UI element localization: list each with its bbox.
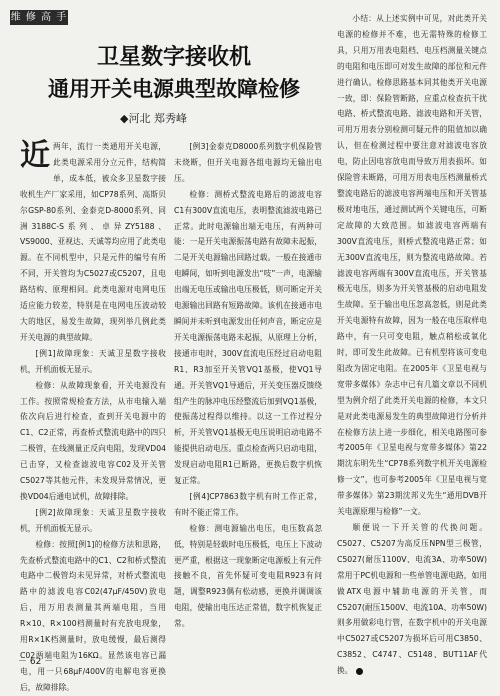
case2-body: 检修：按照[例1]的检修方法和思路，先查桥式整流电路中的C1、C2和桥式整流电路中二极管均未见异常，对桥式整流电路中的滤波电容C02(47μF/450V)放电后，用万用表测量其两端电阻，当用R×10、R×100档测量时有充放电现象，用R×1K档测量时，放电缓慢，最后测得C02两端电阻为16KΩ。显然该电容已漏电，用一只68μF/400V的电解电容更换后，故障排除。 [20,539,166,692]
case1-body: 检修：从故障现象看，开关电源没有工作。按照常规检查方法，从市电输入端依次向后进行检查，查到开关电源中的C1、C2正常，再查桥式整流电路中的四只二极管，在线测量正反向电阻，发现VD04已击穿，又检查滤波电容C02及开关管C5027等其他元件，未发现异常情况，更换VD04后通电试机，故障排除。 [20,380,166,501]
closing-paragraph [337,520,487,679]
article-title-line1: 卫星数字接收机 [96,45,251,70]
column-3 [337,11,487,679]
case2-heading: [例2]故障现象：天诚卫星数字接收机，开机面板无显示。 [20,507,166,533]
section-tag: 维 修 高 手 [10,12,68,23]
intro-paragraph [20,139,166,346]
case4-heading: [例4]CP7863数字机有时工作正常，有时不能正常工作。 [174,491,322,517]
author-byline: ◆河北 郑秀峰 [120,112,187,125]
case1-heading: [例1]故障现象：天诚卫星数字接收机，开机面板无显示。 [20,348,166,374]
drop-cap: 近 [20,138,50,173]
end-mark-icon [356,668,363,675]
column-2 [174,139,322,632]
closing-text: 顺便说一下开关管的代换问题。C5027、C5207为高反压NPN型三极管，C5027(耐压1100V、电流3A、功率50W)常用于PC机电源和一些单管电源电路，如用做ATX电源中辅助电源的开关管，而C5207(耐压1500V、电流10A、功率50W)则多用做彩电行管，在数字机中的开关电源中C5027或C5207为损坏后可用C3850、C3852、C4747、C5148、BUT11AF代换。 [337,523,487,676]
case3-body: 检修：测桥式整流电路后的滤波电容C1有300V直流电压，表明整流滤波电路已正常。此时电源输出端无电压，有两种可能：一是开关电源振荡电路有故障未起振，二是开关电源输出回路过载。一般在接通市电瞬间，如听到电源发出“吱”一声，电源输出端无电压或输出电压极低，则可断定开关电源输出回路有短路故障。该机在接通市电瞬间并未听到电源发出任何声音，断定应是开关电源振荡电路未起振，从原理上分析，接通市电时，300V直流电压经过启动电阻R1、R3加至开关管VQ1基极，使VQ1导通。开关管VQ1导通后，开关变压器反馈绕组产生的脉冲电压经整流后加到VQ1基极，使振荡过程得以维持。以这一工作过程分析，开关管VQ1基极无电压说明启动电路不能提供启动电压。重点检查两只启动电阻，发现启动电阻R1已断路，更换后数字机恢复正常。 [174,189,322,486]
case3-heading: [例3]金泰克D8000系列数字机保险管未烧断，但开关电源各组电源均无输出电压。 [174,142,322,183]
page-number: － 62 － [18,657,54,667]
article-title-line2: 通用开关电源典型故障检修 [48,77,300,101]
case4-body: 检修：测电源输出电压，电压数高忽低，特别是轻载时电压极低，电压上下波动更严重，根据这一现象断定电源板上有元件接触不良，首先怀疑可变电阻R923有问题，调整R923偶有松动感，更换并调调该电阻，使输出电压达正常值，数字机恢复正常。 [174,523,322,629]
intro-text: 两年，流行一类通用开关电源，此类电源采用分立元件，结构简单，成本低，被众多卫星数字接收机生产厂家采用，如CP78系列、高斯贝尔GSP-80系列、金泰克D-8000系列、同洲3188C-S系列、卓异ZY5188、VS9000、亚视达、天诚等均应用了此类电源。在不同机型中，只是元件的编号有所不同，开关管均为C5027或C5207，且电路结构、原理相同。此类电源对电网电压适应能力较差，特别是在电网电压波动较大的地区，易发生故障，现列举几例此类开关电源的典型故障。 [20,142,166,342]
column-1 [20,139,166,696]
summary-paragraph: 小结：从上述实例中可见，对此类开关电源的检修并不难，也无需特殊的检修工具，只用万用表电阻档、电压档测量关键点的电阻和电压即可对发生故障的部位和元件进行确认。检修思路基本同其他类开关电源一致，即：保险管断路，应重点检查抗干扰电路、桥式整流电路、滤波电路和开关管，可用万用表分别检测可疑元件的阻值加以确认，但在检测过程中要注意对滤波电容放电，防止因电容放电而导致万用表损坏。如保险管未断路，可用万用表电压档测量桥式整流电路后的滤波电容两端电压和开关管基极对地电压，通过测试两个关键电压，可断定故障的大致范围。如滤波电容两端有300V直流电压，则桥式整流电路正常；如无300V直流电压，则为整流电路故障。若滤波电容两端有300V直流电压，开关管基极无电压，则多为开关管基极的启动电阻发生故障。至于输出电压忽高忽低，则是此类开关电源特有故障，因为一般在电压取样电路中，有一只可变电阻，触点稍松或氧化时，即可发生此故障。已有机型将该可变电阻改为固定电阻。在2005年《卫星电视与宽带多媒体》杂志中已有几篇文章以不同机型为例介绍了此类开关电源的检修，本文只是对此类电源易发生的典型故障进行分析并在检修方法上进一步细化，相关电路图可参考2005年《卫星电视与宽带多媒体》第22期沈东明先生“CP78系列数字机开关电源检修一文”，也可参考2005年《卫星电视与宽带多媒体》第23期沈邦义先生“通用DVB开关电源原理与检修”一文。 [337,14,487,517]
